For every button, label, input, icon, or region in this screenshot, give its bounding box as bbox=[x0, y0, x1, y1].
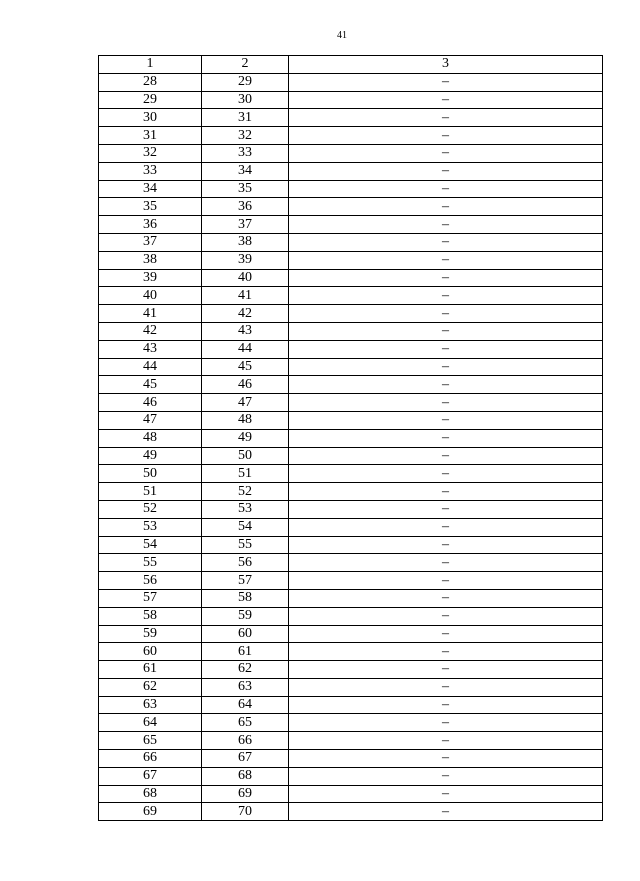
table-row bbox=[99, 287, 603, 305]
table-cell-col3: – bbox=[289, 73, 603, 91]
page-number: 41 bbox=[337, 30, 347, 41]
table-cell-col3: – bbox=[289, 251, 603, 269]
table-cell-col2: 67 bbox=[202, 750, 289, 768]
table-row bbox=[99, 465, 603, 483]
table-cell-col1: 34 bbox=[99, 180, 202, 198]
table-cell-col2: 51 bbox=[202, 465, 289, 483]
column-header-2: 2 bbox=[202, 56, 289, 74]
table-cell-col1: 61 bbox=[99, 661, 202, 679]
data-table bbox=[98, 55, 603, 821]
table-cell-col1: 54 bbox=[99, 536, 202, 554]
table-cell-col1: 37 bbox=[99, 233, 202, 251]
table-cell-col2: 30 bbox=[202, 91, 289, 109]
table-cell-col1: 32 bbox=[99, 144, 202, 162]
table-row bbox=[99, 447, 603, 465]
table-cell-col2: 54 bbox=[202, 518, 289, 536]
table-cell-col3: – bbox=[289, 465, 603, 483]
table-body bbox=[99, 73, 603, 820]
table-cell-col1: 62 bbox=[99, 678, 202, 696]
table-cell-col3: – bbox=[289, 233, 603, 251]
table-cell-col3: – bbox=[289, 394, 603, 412]
table-row bbox=[99, 483, 603, 501]
table-cell-col1: 29 bbox=[99, 91, 202, 109]
table-cell-col2: 62 bbox=[202, 661, 289, 679]
table-cell-col2: 35 bbox=[202, 180, 289, 198]
table-cell-col2: 60 bbox=[202, 625, 289, 643]
table-cell-col2: 49 bbox=[202, 429, 289, 447]
table-row bbox=[99, 429, 603, 447]
table-row bbox=[99, 714, 603, 732]
table-row bbox=[99, 500, 603, 518]
table-cell-col3: – bbox=[289, 767, 603, 785]
table-cell-col2: 65 bbox=[202, 714, 289, 732]
table-cell-col1: 28 bbox=[99, 73, 202, 91]
table-cell-col1: 47 bbox=[99, 411, 202, 429]
table-row bbox=[99, 162, 603, 180]
table-cell-col3: – bbox=[289, 216, 603, 234]
table-cell-col1: 43 bbox=[99, 340, 202, 358]
table-row bbox=[99, 678, 603, 696]
table-cell-col3: – bbox=[289, 803, 603, 821]
table-cell-col2: 63 bbox=[202, 678, 289, 696]
table-cell-col1: 48 bbox=[99, 429, 202, 447]
table-cell-col2: 59 bbox=[202, 607, 289, 625]
table-row bbox=[99, 394, 603, 412]
table-cell-col3: – bbox=[289, 322, 603, 340]
table-cell-col1: 44 bbox=[99, 358, 202, 376]
table-cell-col2: 64 bbox=[202, 696, 289, 714]
table-cell-col2: 34 bbox=[202, 162, 289, 180]
table-cell-col2: 37 bbox=[202, 216, 289, 234]
table-cell-col3: – bbox=[289, 269, 603, 287]
table-row bbox=[99, 144, 603, 162]
table-cell-col3: – bbox=[289, 500, 603, 518]
table-cell-col2: 40 bbox=[202, 269, 289, 287]
table-row bbox=[99, 340, 603, 358]
table-cell-col1: 51 bbox=[99, 483, 202, 501]
table-cell-col3: – bbox=[289, 483, 603, 501]
table-cell-col2: 53 bbox=[202, 500, 289, 518]
table-cell-col1: 36 bbox=[99, 216, 202, 234]
table-cell-col1: 30 bbox=[99, 109, 202, 127]
table-cell-col2: 39 bbox=[202, 251, 289, 269]
table-cell-col2: 61 bbox=[202, 643, 289, 661]
table-cell-col2: 38 bbox=[202, 233, 289, 251]
table-cell-col3: – bbox=[289, 411, 603, 429]
table-cell-col3: – bbox=[289, 198, 603, 216]
table-cell-col3: – bbox=[289, 625, 603, 643]
table-cell-col3: – bbox=[289, 180, 603, 198]
table-cell-col2: 33 bbox=[202, 144, 289, 162]
table-cell-col3: – bbox=[289, 91, 603, 109]
table-cell-col1: 50 bbox=[99, 465, 202, 483]
table-cell-col1: 67 bbox=[99, 767, 202, 785]
table-cell-col1: 35 bbox=[99, 198, 202, 216]
table-row bbox=[99, 696, 603, 714]
table-row bbox=[99, 305, 603, 323]
table-cell-col1: 45 bbox=[99, 376, 202, 394]
table-row bbox=[99, 73, 603, 91]
table-row bbox=[99, 625, 603, 643]
table-cell-col2: 55 bbox=[202, 536, 289, 554]
table-cell-col1: 55 bbox=[99, 554, 202, 572]
table-cell-col1: 39 bbox=[99, 269, 202, 287]
table-row bbox=[99, 376, 603, 394]
table-cell-col2: 68 bbox=[202, 767, 289, 785]
table-row bbox=[99, 518, 603, 536]
table-cell-col3: – bbox=[289, 750, 603, 768]
table-row bbox=[99, 767, 603, 785]
table-row bbox=[99, 643, 603, 661]
table-row bbox=[99, 785, 603, 803]
table-cell-col3: – bbox=[289, 358, 603, 376]
table-cell-col3: – bbox=[289, 287, 603, 305]
table-header-row bbox=[99, 56, 603, 74]
table-cell-col2: 42 bbox=[202, 305, 289, 323]
table-cell-col3: – bbox=[289, 144, 603, 162]
table-row bbox=[99, 411, 603, 429]
table-cell-col3: – bbox=[289, 732, 603, 750]
table-row bbox=[99, 607, 603, 625]
table-row bbox=[99, 127, 603, 145]
table-row bbox=[99, 750, 603, 768]
table-row bbox=[99, 233, 603, 251]
table-cell-col2: 52 bbox=[202, 483, 289, 501]
table-cell-col1: 60 bbox=[99, 643, 202, 661]
table-row bbox=[99, 589, 603, 607]
table-cell-col1: 63 bbox=[99, 696, 202, 714]
table-cell-col3: – bbox=[289, 714, 603, 732]
column-header-1: 1 bbox=[99, 56, 202, 74]
table-row bbox=[99, 251, 603, 269]
table-cell-col2: 32 bbox=[202, 127, 289, 145]
column-header-3: 3 bbox=[289, 56, 603, 74]
table-row bbox=[99, 322, 603, 340]
table-cell-col1: 33 bbox=[99, 162, 202, 180]
table-row bbox=[99, 216, 603, 234]
table-cell-col3: – bbox=[289, 678, 603, 696]
table-cell-col3: – bbox=[289, 376, 603, 394]
table-cell-col3: – bbox=[289, 162, 603, 180]
table-cell-col3: – bbox=[289, 643, 603, 661]
table-cell-col1: 46 bbox=[99, 394, 202, 412]
table-row bbox=[99, 269, 603, 287]
table-cell-col3: – bbox=[289, 340, 603, 358]
table-cell-col1: 58 bbox=[99, 607, 202, 625]
table-cell-col1: 52 bbox=[99, 500, 202, 518]
table-row bbox=[99, 180, 603, 198]
table-cell-col3: – bbox=[289, 447, 603, 465]
table-cell-col2: 29 bbox=[202, 73, 289, 91]
table-cell-col3: – bbox=[289, 127, 603, 145]
table-cell-col3: – bbox=[289, 518, 603, 536]
table-cell-col1: 59 bbox=[99, 625, 202, 643]
table-cell-col1: 64 bbox=[99, 714, 202, 732]
table-row bbox=[99, 358, 603, 376]
table-cell-col1: 68 bbox=[99, 785, 202, 803]
table-cell-col2: 50 bbox=[202, 447, 289, 465]
table-cell-col2: 48 bbox=[202, 411, 289, 429]
table-cell-col1: 49 bbox=[99, 447, 202, 465]
table-row bbox=[99, 198, 603, 216]
table-row bbox=[99, 572, 603, 590]
table-cell-col2: 69 bbox=[202, 785, 289, 803]
table-cell-col3: – bbox=[289, 607, 603, 625]
table-cell-col2: 47 bbox=[202, 394, 289, 412]
table-cell-col3: – bbox=[289, 554, 603, 572]
table-cell-col1: 41 bbox=[99, 305, 202, 323]
table-cell-col1: 42 bbox=[99, 322, 202, 340]
table-row bbox=[99, 661, 603, 679]
table-cell-col3: – bbox=[289, 572, 603, 590]
table-cell-col2: 43 bbox=[202, 322, 289, 340]
table-cell-col1: 69 bbox=[99, 803, 202, 821]
table-cell-col3: – bbox=[289, 785, 603, 803]
table-row bbox=[99, 554, 603, 572]
table-cell-col2: 44 bbox=[202, 340, 289, 358]
table-cell-col3: – bbox=[289, 661, 603, 679]
table-cell-col3: – bbox=[289, 696, 603, 714]
table-cell-col3: – bbox=[289, 305, 603, 323]
table-cell-col1: 31 bbox=[99, 127, 202, 145]
table-cell-col1: 38 bbox=[99, 251, 202, 269]
table-cell-col3: – bbox=[289, 109, 603, 127]
table-cell-col1: 53 bbox=[99, 518, 202, 536]
table-cell-col1: 65 bbox=[99, 732, 202, 750]
table-cell-col2: 46 bbox=[202, 376, 289, 394]
table-cell-col3: – bbox=[289, 429, 603, 447]
table-cell-col1: 40 bbox=[99, 287, 202, 305]
table-row bbox=[99, 803, 603, 821]
table-cell-col3: – bbox=[289, 536, 603, 554]
table-cell-col2: 57 bbox=[202, 572, 289, 590]
table-cell-col1: 66 bbox=[99, 750, 202, 768]
table-cell-col2: 58 bbox=[202, 589, 289, 607]
table-cell-col2: 31 bbox=[202, 109, 289, 127]
table-cell-col2: 36 bbox=[202, 198, 289, 216]
table-cell-col2: 66 bbox=[202, 732, 289, 750]
table-cell-col3: – bbox=[289, 589, 603, 607]
table-row bbox=[99, 732, 603, 750]
table-cell-col2: 70 bbox=[202, 803, 289, 821]
table-cell-col2: 56 bbox=[202, 554, 289, 572]
table-row bbox=[99, 91, 603, 109]
table-cell-col2: 45 bbox=[202, 358, 289, 376]
table-cell-col2: 41 bbox=[202, 287, 289, 305]
table-row bbox=[99, 536, 603, 554]
table-row bbox=[99, 109, 603, 127]
table-cell-col1: 57 bbox=[99, 589, 202, 607]
table-cell-col1: 56 bbox=[99, 572, 202, 590]
